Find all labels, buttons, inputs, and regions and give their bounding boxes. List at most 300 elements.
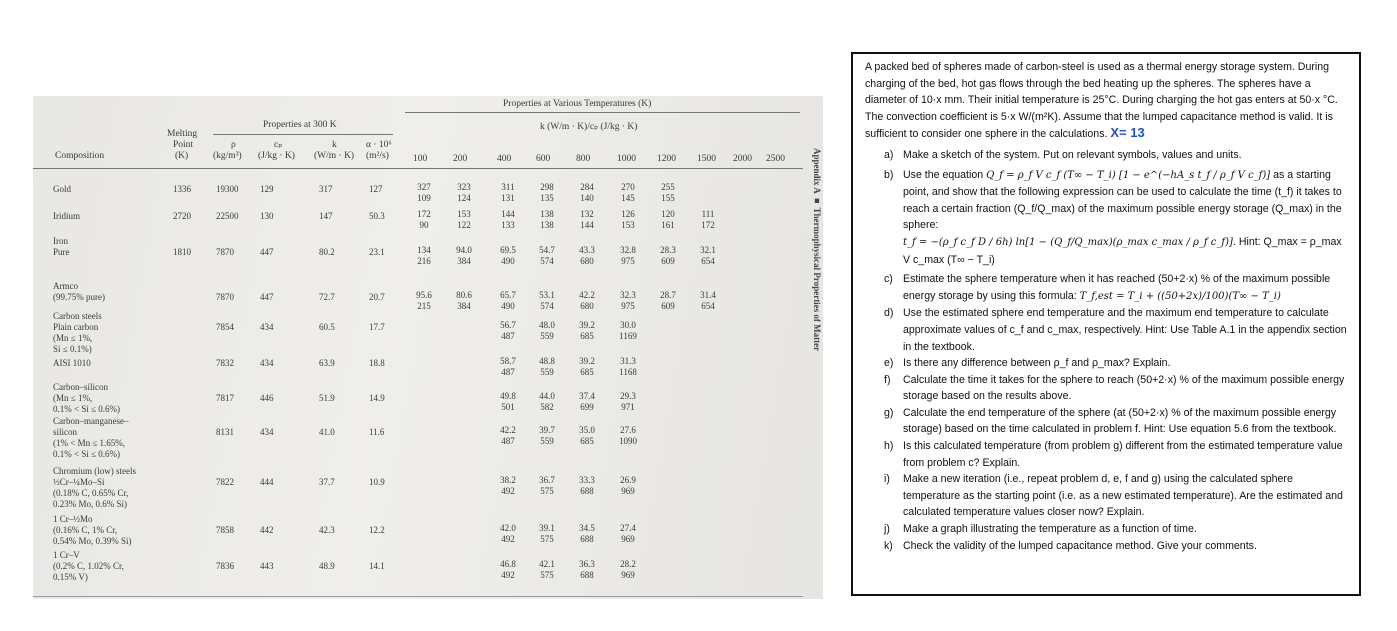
cp-value: 559 <box>540 331 554 341</box>
cp-value: 699 <box>580 402 594 412</box>
cp-value: 1169 <box>619 331 637 341</box>
k-value: 284 <box>580 182 594 192</box>
task-f <box>865 372 1347 405</box>
row-k-cell: 51.9 <box>319 393 335 403</box>
cp-value: 582 <box>540 402 554 412</box>
temp-value-cell <box>611 209 645 231</box>
temp-value-cell <box>530 523 564 545</box>
header-alpha-unit: (m²/s) <box>366 151 389 161</box>
row-alpha-cell: 12.2 <box>369 525 385 535</box>
problem-panel <box>851 52 1361 596</box>
task-letter: e) <box>884 357 894 370</box>
header-melting-2: Point <box>173 140 194 150</box>
cp-value: 680 <box>580 301 594 311</box>
task-letter: j) <box>884 523 890 536</box>
k-value: 27.6 <box>620 425 636 435</box>
cp-value: 155 <box>661 193 675 203</box>
k-value: 94.0 <box>456 245 472 255</box>
k-value: 327 <box>417 182 431 192</box>
temp-value-cell <box>530 425 564 447</box>
temp-value-cell <box>611 391 645 413</box>
row-composition-line: Carbon steels <box>53 311 102 321</box>
task-g <box>865 405 1347 438</box>
temp-value-cell <box>570 290 604 312</box>
cp-value: 138 <box>540 220 554 230</box>
rule <box>33 596 803 597</box>
rule <box>405 112 800 113</box>
task-text: Is this calculated temperature (from problem g) different from the estimated temperature value from problem c? Explain. <box>903 440 1343 469</box>
task-letter: i) <box>884 473 890 486</box>
temp-value-cell <box>651 290 685 312</box>
row-rho-cell: 8131 <box>216 427 234 437</box>
k-value: 32.8 <box>620 245 636 255</box>
row-alpha-cell: 14.1 <box>369 561 385 571</box>
temp-2000: 2000 <box>733 154 752 164</box>
temp-1200: 1200 <box>657 154 676 164</box>
row-k-cell: 317 <box>319 184 333 194</box>
temp-value-cell <box>570 475 604 497</box>
row-alpha-cell: 17.7 <box>369 322 385 332</box>
cp-value: 216 <box>417 256 431 266</box>
equation-qf: Q_f = ρ_f V c_f (T∞ − T_i) [1 − e^(−hA_s t_f / ρ_f V c_f)] <box>986 169 1271 181</box>
k-value: 56.7 <box>500 320 516 330</box>
row-composition-line: (0.18% C, 0.65% Cr, <box>53 488 129 498</box>
row-alpha-cell: 50.3 <box>369 211 385 221</box>
cp-value: 487 <box>501 436 515 446</box>
task-h <box>865 438 1347 471</box>
row-composition-line: (Mn ≤ 1%, <box>53 393 93 403</box>
header-k-unit: (W/m · K) <box>314 151 355 161</box>
k-value: 42.1 <box>539 559 555 569</box>
cp-value: 685 <box>580 436 594 446</box>
task-text: Use the estimated sphere end temperature and the maximum end temperature to calculate approximate values of c_f and c_max, respectively. Hint: Use Table A.1 in the appendix section in the textbook. <box>903 307 1347 353</box>
temp-value-cell <box>407 245 441 267</box>
k-value: 29.3 <box>620 391 636 401</box>
cp-value: 609 <box>661 256 675 266</box>
k-value: 39.7 <box>539 425 555 435</box>
row-rho-cell: 7836 <box>216 561 234 571</box>
cp-value: 487 <box>501 331 515 341</box>
cp-value: 124 <box>457 193 471 203</box>
row-cp-cell: 434 <box>260 358 274 368</box>
row-rho-cell: 22500 <box>216 211 239 221</box>
row-composition-line: Iron <box>53 236 68 246</box>
task-letter: c) <box>884 273 893 286</box>
row-composition-line: Armco <box>53 281 78 291</box>
cp-value: 574 <box>540 256 554 266</box>
k-value: 37.4 <box>579 391 595 401</box>
cp-value: 688 <box>580 486 594 496</box>
task-letter: a) <box>884 148 894 161</box>
temp-value-cell <box>491 245 525 267</box>
cp-value: 654 <box>701 256 715 266</box>
cp-value: 975 <box>621 301 635 311</box>
k-value: 26.9 <box>620 475 636 485</box>
task-text: Use the equation <box>903 168 984 181</box>
task-text: Calculate the time it takes for the sphere to reach (50+2·x) % of the maximum possible energy storage based on the results above. <box>903 373 1345 403</box>
cp-value: 654 <box>701 301 715 311</box>
header-rho-sym: ρ <box>231 140 236 150</box>
k-value: 28.3 <box>660 245 676 255</box>
cp-value: 90 <box>419 220 429 230</box>
temp-100: 100 <box>413 154 428 164</box>
temp-value-cell <box>651 245 685 267</box>
task-letter: g) <box>884 406 894 419</box>
temp-value-cell <box>491 425 525 447</box>
x-value-annotation: X= 13 <box>1110 125 1145 141</box>
row-cp-cell: 434 <box>260 322 274 332</box>
header-k-sym: k <box>332 140 337 150</box>
row-composition-line: (0.2% C, 1.02% Cr, <box>53 561 124 571</box>
intro-text: A packed bed of spheres made of carbon-steel is used as a thermal energy storage system. During charging of the bed, hot gas flows through the bed heating up the spheres. The spheres have a diameter of 10·x mm. Their initial temperature is 25°C. During charging the hot gas enters at 50·x °C. The convection coefficient is 5·x W/(m²K). Assume that the lumped capacitance method is valid. It is sufficient to consider one sphere in the calculations. <box>865 61 1338 141</box>
k-value: 120 <box>661 209 675 219</box>
row-rho-cell: 19300 <box>216 184 239 194</box>
cp-value: 1090 <box>619 436 637 446</box>
cp-value: 969 <box>621 570 635 580</box>
row-k-cell: 147 <box>319 211 333 221</box>
appendix-table-photo <box>33 96 823 599</box>
problem-intro <box>865 59 1347 143</box>
k-value: 33.3 <box>579 475 595 485</box>
row-composition-line: (0.16% C, 1% Cr, <box>53 525 118 535</box>
row-mp-cell: 2720 <box>173 211 191 221</box>
equation-tf: t_f = −(ρ_f c_f D / 6h) ln[1 − (Q_f/Q_max)(ρ_max c_max / ρ_f c_f)] <box>903 236 1233 248</box>
header-300k: Properties at 300 K <box>263 120 337 130</box>
row-k-cell: 41.0 <box>319 427 335 437</box>
temp-400: 400 <box>497 154 512 164</box>
k-value: 32.3 <box>620 290 636 300</box>
cp-value: 490 <box>501 301 515 311</box>
temp-value-cell <box>407 290 441 312</box>
temp-value-cell <box>611 245 645 267</box>
temp-value-cell <box>530 182 564 204</box>
k-value: 42.2 <box>579 290 595 300</box>
cp-value: 575 <box>540 534 554 544</box>
temp-value-cell <box>570 320 604 342</box>
row-cp-cell: 443 <box>260 561 274 571</box>
temp-value-cell <box>570 182 604 204</box>
cp-value: 969 <box>621 534 635 544</box>
temp-value-cell <box>491 391 525 413</box>
k-value: 49.8 <box>500 391 516 401</box>
temp-value-cell <box>570 245 604 267</box>
temp-2500: 2500 <box>766 154 785 164</box>
row-composition-line: Si ≤ 0.1%) <box>53 344 92 354</box>
row-composition-line: 0.15% V) <box>53 572 88 582</box>
temp-value-cell <box>691 245 725 267</box>
row-mp-cell: 1810 <box>173 247 191 257</box>
temp-value-cell <box>611 182 645 204</box>
row-k-cell: 60.5 <box>319 322 335 332</box>
temp-value-cell <box>491 356 525 378</box>
temp-600: 600 <box>536 154 551 164</box>
temp-value-cell <box>570 559 604 581</box>
k-value: 42.0 <box>500 523 516 533</box>
row-cp-cell: 447 <box>260 292 274 302</box>
temp-1500: 1500 <box>697 154 716 164</box>
k-value: 39.2 <box>579 356 595 366</box>
k-value: 311 <box>501 182 515 192</box>
row-composition-line: 0.1% < Si ≤ 0.6%) <box>53 449 121 459</box>
row-alpha-cell: 23.1 <box>369 247 385 257</box>
temp-value-cell <box>447 182 481 204</box>
k-value: 42.2 <box>500 425 516 435</box>
row-mp-cell: 1336 <box>173 184 191 194</box>
header-cp-sym: cₚ <box>274 140 283 150</box>
k-value: 323 <box>457 182 471 192</box>
task-text: Calculate the end temperature of the sphere (at (50+2·x) % of the maximum possible energy storage) based on the time calculated in problem f. Hint: Use equation 5.6 from the textbook. <box>903 406 1337 436</box>
k-value: 36.3 <box>579 559 595 569</box>
k-value: 30.0 <box>620 320 636 330</box>
k-value: 144 <box>501 209 515 219</box>
k-value: 38.2 <box>500 475 516 485</box>
row-composition-line: Chromium (low) steels <box>53 466 136 476</box>
cp-value: 575 <box>540 486 554 496</box>
row-alpha-cell: 14.9 <box>369 393 385 403</box>
task-a <box>865 147 1347 164</box>
header-alpha-sym: α · 10⁶ <box>366 140 392 150</box>
temp-value-cell <box>530 290 564 312</box>
k-value: 31.4 <box>700 290 716 300</box>
row-alpha-cell: 20.7 <box>369 292 385 302</box>
cp-value: 133 <box>501 220 515 230</box>
cp-value: 153 <box>621 220 635 230</box>
temp-value-cell <box>407 182 441 204</box>
row-composition-line: (Mn ≤ 1%, <box>53 333 93 343</box>
task-letter: h) <box>884 440 894 453</box>
row-rho-cell: 7817 <box>216 393 234 403</box>
temp-value-cell <box>570 209 604 231</box>
k-value: 34.5 <box>579 523 595 533</box>
row-k-cell: 42.3 <box>319 525 335 535</box>
rule <box>213 134 393 135</box>
header-rho-unit: (kg/m³) <box>213 151 242 161</box>
cp-value: 685 <box>580 331 594 341</box>
temp-value-cell <box>530 391 564 413</box>
temp-value-cell <box>530 356 564 378</box>
temp-value-cell <box>530 320 564 342</box>
k-value: 54.7 <box>539 245 555 255</box>
row-composition-line: Gold <box>53 184 71 194</box>
header-various-units: k (W/m · K)/cₚ (J/kg · K) <box>540 122 638 132</box>
row-k-cell: 37.7 <box>319 477 335 487</box>
task-c <box>865 271 1347 305</box>
temp-value-cell <box>491 182 525 204</box>
temp-value-cell <box>491 523 525 545</box>
row-cp-cell: 446 <box>260 393 274 403</box>
row-k-cell: 80.2 <box>319 247 335 257</box>
cp-value: 492 <box>501 570 515 580</box>
cp-value: 609 <box>661 301 675 311</box>
row-cp-cell: 129 <box>260 184 274 194</box>
task-text: Make a graph illustrating the temperature as a function of time. <box>903 523 1197 536</box>
cp-value: 172 <box>701 220 715 230</box>
cp-value: 215 <box>417 301 431 311</box>
task-letter: f) <box>884 373 891 386</box>
k-value: 28.7 <box>660 290 676 300</box>
temp-value-cell <box>570 523 604 545</box>
task-letter: k) <box>884 539 893 552</box>
task-j <box>865 521 1347 538</box>
cp-value: 688 <box>580 534 594 544</box>
row-k-cell: 48.9 <box>319 561 335 571</box>
task-text: Make a new iteration (i.e., repeat problem d, e, f and g) using the calculated sphere temperature as the starting point (i.e. as a new estimated temperature). Are the estimated and calculated temperature values closer now? Explain. <box>903 473 1343 519</box>
rule <box>33 168 803 169</box>
k-value: 35.0 <box>579 425 595 435</box>
k-value: 48.0 <box>539 320 555 330</box>
cp-value: 559 <box>540 367 554 377</box>
task-text: Is there any difference between ρ_f and ρ_max? Explain. <box>903 357 1171 370</box>
k-value: 46.8 <box>500 559 516 569</box>
cp-value: 384 <box>457 256 471 266</box>
task-text: as a starting point, and show that the following expression can be used to calculate the time (t_f) it takes to reach a certain fraction (Q_f/Q_max) of the maximum possible energy storage (Q_max) in the sphere: <box>903 168 1342 232</box>
temp-value-cell <box>611 559 645 581</box>
k-value: 132 <box>580 209 594 219</box>
task-letter: d) <box>884 307 894 320</box>
cp-value: 131 <box>501 193 515 203</box>
k-value: 255 <box>661 182 675 192</box>
k-value: 80.6 <box>456 290 472 300</box>
row-composition-line: 0.54% Mo, 0.39% Si) <box>53 536 132 546</box>
row-cp-cell: 447 <box>260 247 274 257</box>
equation-tfest: T_f,est = T_i + ((50+2x)/100)(T∞ − T_i) <box>1079 290 1281 302</box>
cp-value: 501 <box>501 402 515 412</box>
cp-value: 1168 <box>619 367 637 377</box>
temp-value-cell <box>530 475 564 497</box>
k-value: 172 <box>417 209 431 219</box>
k-value: 270 <box>621 182 635 192</box>
row-cp-cell: 444 <box>260 477 274 487</box>
cp-value: 492 <box>501 534 515 544</box>
temp-value-cell <box>691 290 725 312</box>
header-melting-3: (K) <box>175 151 189 161</box>
temp-value-cell <box>651 182 685 204</box>
row-rho-cell: 7854 <box>216 322 234 332</box>
cp-value: 109 <box>417 193 431 203</box>
temp-value-cell <box>611 475 645 497</box>
k-value: 27.4 <box>620 523 636 533</box>
task-text: Check the validity of the lumped capacitance method. Give your comments. <box>903 539 1257 552</box>
row-alpha-cell: 11.6 <box>369 427 385 437</box>
cp-value: 971 <box>621 402 635 412</box>
temp-value-cell <box>611 425 645 447</box>
cp-value: 559 <box>540 436 554 446</box>
cp-value: 487 <box>501 367 515 377</box>
row-rho-cell: 7858 <box>216 525 234 535</box>
temp-value-cell <box>611 290 645 312</box>
k-value: 126 <box>621 209 635 219</box>
row-composition-line: 0.1% < Si ≤ 0.6%) <box>53 404 121 414</box>
row-composition-line: 0.23% Mo, 0.6% Si) <box>53 499 127 509</box>
k-value: 53.1 <box>539 290 555 300</box>
temp-value-cell <box>491 559 525 581</box>
k-value: 44.0 <box>539 391 555 401</box>
row-rho-cell: 7832 <box>216 358 234 368</box>
k-value: 39.1 <box>539 523 555 533</box>
row-k-cell: 72.7 <box>319 292 335 302</box>
row-rho-cell: 7870 <box>216 292 234 302</box>
task-i <box>865 471 1347 521</box>
k-value: 48.8 <box>539 356 555 366</box>
task-hint: Hint: Q_max = ρ_max V c_max (T∞ − T_i) <box>903 235 1342 266</box>
k-value: 31.3 <box>620 356 636 366</box>
cp-value: 490 <box>501 256 515 266</box>
k-value: 134 <box>417 245 431 255</box>
row-composition-line: silicon <box>53 427 77 437</box>
temp-200: 200 <box>453 154 468 164</box>
task-text: Estimate the sphere temperature when it has reached (50+2·x) % of the maximum possible energy storage by using this formula: <box>903 273 1331 302</box>
temp-800: 800 <box>576 154 591 164</box>
cp-value: 975 <box>621 256 635 266</box>
row-k-cell: 63.9 <box>319 358 335 368</box>
row-cp-cell: 130 <box>260 211 274 221</box>
row-composition-line: 1 Cr–½Mo <box>53 514 93 524</box>
temp-value-cell <box>530 559 564 581</box>
task-k <box>865 538 1347 555</box>
row-alpha-cell: 127 <box>369 184 383 194</box>
row-cp-cell: 442 <box>260 525 274 535</box>
row-composition-line: (1% < Mn ≤ 1.65%, <box>53 438 126 448</box>
header-composition: Composition <box>55 151 105 161</box>
k-value: 153 <box>457 209 471 219</box>
row-alpha-cell: 10.9 <box>369 477 385 487</box>
cp-value: 144 <box>580 220 594 230</box>
cp-value: 969 <box>621 486 635 496</box>
k-value: 69.5 <box>500 245 516 255</box>
temp-1000: 1000 <box>617 154 636 164</box>
temp-value-cell <box>570 425 604 447</box>
temp-value-cell <box>611 356 645 378</box>
k-value: 39.2 <box>579 320 595 330</box>
k-value: 43.3 <box>579 245 595 255</box>
row-rho-cell: 7822 <box>216 477 234 487</box>
task-letter: b) <box>884 168 894 181</box>
temp-value-cell <box>447 245 481 267</box>
row-composition-line: Plain carbon <box>53 322 99 332</box>
temp-value-cell <box>570 356 604 378</box>
k-value: 138 <box>540 209 554 219</box>
row-composition-line: Iridium <box>53 211 80 221</box>
temp-value-cell <box>691 209 725 231</box>
temp-value-cell <box>491 320 525 342</box>
row-rho-cell: 7870 <box>216 247 234 257</box>
cp-value: 135 <box>540 193 554 203</box>
row-alpha-cell: 18.8 <box>369 358 385 368</box>
cp-value: 145 <box>621 193 635 203</box>
header-cp-unit: (J/kg · K) <box>258 151 295 161</box>
appendix-side-label: Appendix A ■ Thermophysical Properties of Matter <box>812 148 822 352</box>
cp-value: 575 <box>540 570 554 580</box>
cp-value: 384 <box>457 301 471 311</box>
task-e <box>865 355 1347 372</box>
task-b: b) Use the equation Q_f = ρ_f V c_f (T∞ − T_i) [1 − e^(−hA_s t_f / ρ_f V c_f)] as a starting point, and show that the following expression can be used to calculate the time (t_f) it takes to reach a certain fraction (Q_f/Q_max) of the maximum possible energy storage (Q_max) in the sphere: t_f = −(ρ_f c_f D / 6h) ln[1 − (Q_f/Q_max)(ρ_max c_max / ρ_f c_f)]. Hint: Q_max = ρ_max V c_max (T∞ − T_i) <box>884 168 1342 266</box>
temp-value-cell <box>530 245 564 267</box>
cp-value: 492 <box>501 486 515 496</box>
cp-value: 680 <box>580 256 594 266</box>
row-composition-line: 1 Cr–V <box>53 550 80 560</box>
temp-value-cell <box>447 290 481 312</box>
temp-value-cell <box>491 475 525 497</box>
header-melting-1: Melting <box>167 129 198 139</box>
temp-value-cell <box>491 209 525 231</box>
row-composition-line: Pure <box>53 247 70 257</box>
cp-value: 688 <box>580 570 594 580</box>
row-composition-line: ½Cr–¼Mo–Si <box>53 477 105 487</box>
k-value: 58.7 <box>500 356 516 366</box>
temp-value-cell <box>491 290 525 312</box>
k-value: 298 <box>540 182 554 192</box>
temp-value-cell <box>611 523 645 545</box>
